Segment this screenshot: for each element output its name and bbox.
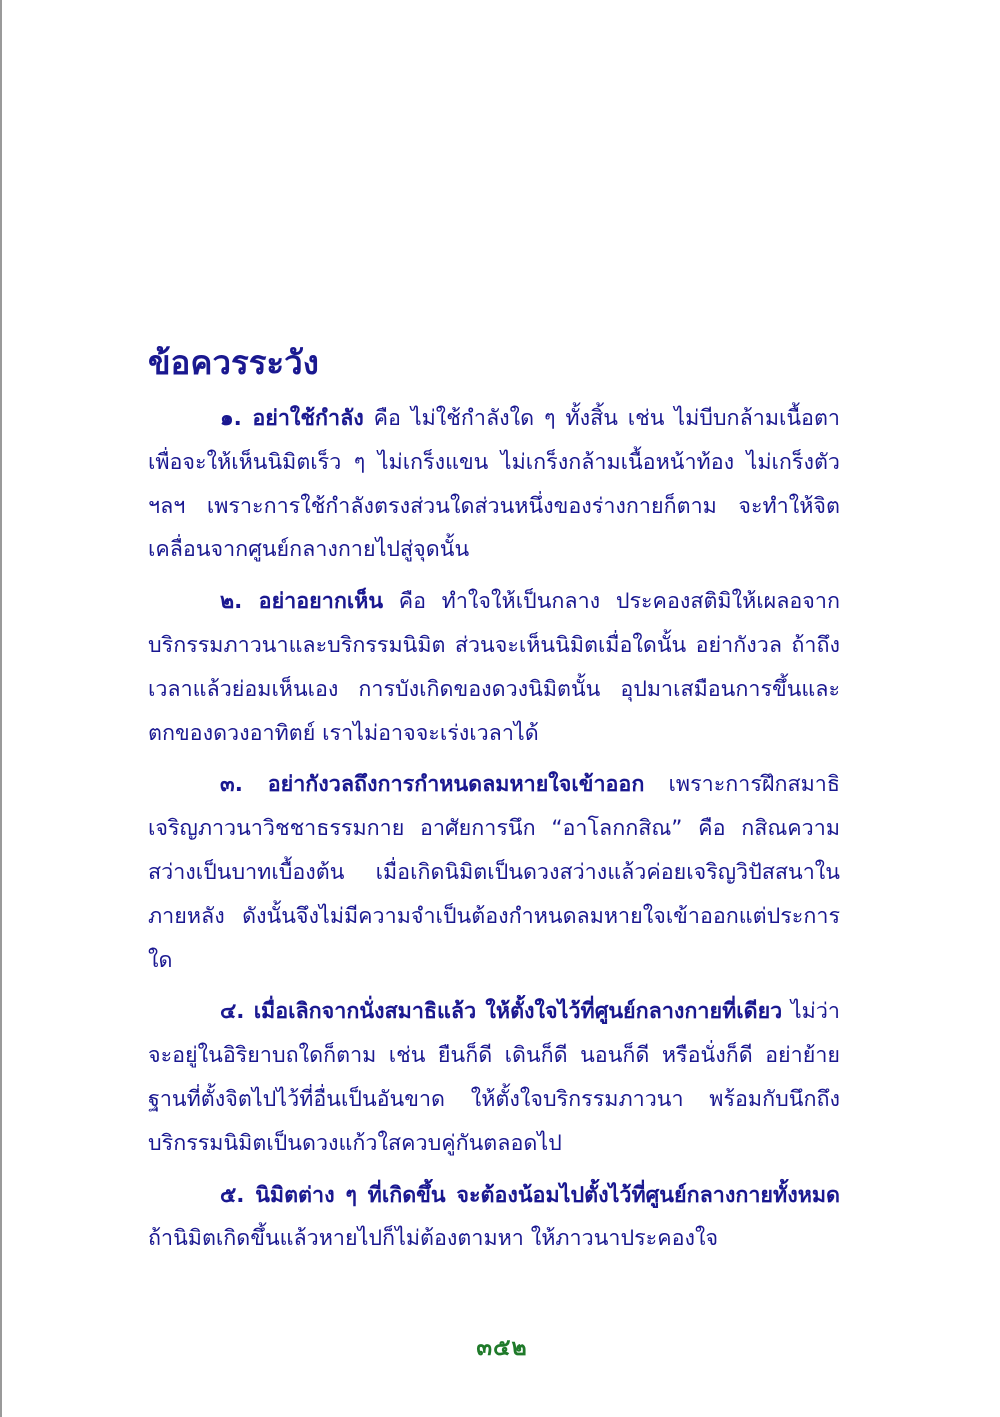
page-content bbox=[148, 335, 840, 1269]
caution-item-5-body: ถ้านิมิตเกิดขึ้นแล้วหายไปก็ไม่ต้องตามหา ให้ภาวนาประคองใจ bbox=[148, 1226, 719, 1252]
caution-item-1-title: ๑. อย่าใช้กำลัง bbox=[220, 406, 364, 431]
caution-item-4 bbox=[148, 990, 840, 1165]
caution-item-5 bbox=[148, 1174, 840, 1262]
caution-item-3-title: ๓. อย่ากังวลถึงการกำหนดลมหายใจเข้าออก bbox=[220, 772, 645, 798]
page-number: ๓๕๒ bbox=[476, 1335, 528, 1361]
caution-item-4-body: ไม่ว่าจะอยู่ในอิริยาบถใดก็ตาม เช่น ยืนก็ดี เดินก็ดี นอนก็ดี หรือนั่งก็ดี อย่าย้ายฐานที่ตั้งจิตไปไว้ที่อื่นเป็นอันขาด ให้ตั้งใจบริกรรมภาวนา พร้อมกับนึกถึงบริกรรมนิมิตเป็นดวงแก้วใสควบคู่กันตลอดไป bbox=[148, 999, 840, 1156]
caution-item-2-title: ๒. อย่าอยากเห็น bbox=[220, 589, 384, 615]
caution-item-5-title: ๕. นิมิตต่าง ๆ ที่เกิดขึ้น จะต้องน้อมไปตั้งไว้ที่ศูนย์กลางกายทั้งหมด bbox=[220, 1182, 840, 1208]
caution-item-1-body: คือ ไม่ใช้กำลังใด ๆ ทั้งสิ้น เช่น ไม่บีบกล้ามเนื้อตา เพื่อจะให้เห็นนิมิตเร็ว ๆ ไม่เกร็งแขน ไม่เกร็งกล้ามเนื้อหน้าท้อง ไม่เกร็งตัว ฯลฯ เพราะการใช้กำลังตรงส่วนใดส่วนหนึ่งของร่างกายก็ตาม จะทำให้จิตเคลื่อนจากศูนย์กลางกายไปสู่จุดนั้น bbox=[148, 406, 840, 563]
caution-item-3-body: เพราะการฝึกสมาธิเจริญภาวนาวิชชาธรรมกาย อาศัยการนึก “อาโลกกสิณ” คือ กสิณความสว่างเป็นบาทเบื้องต้น เมื่อเกิดนิมิตเป็นดวงสว่างแล้วค่อยเจริญวิปัสสนาในภายหลัง ดังนั้นจึงไม่มีความจำเป็นต้องกำหนดลมหายใจเข้าออกแต่ประการใด bbox=[148, 772, 840, 973]
section-heading: ข้อควรระวัง bbox=[148, 343, 319, 382]
caution-item-3 bbox=[148, 763, 840, 982]
caution-item-2-body: คือ ทำใจให้เป็นกลาง ประคองสติมิให้เผลอจากบริกรรมภาวนาและบริกรรมนิมิต ส่วนจะเห็นนิมิตเมื่อใดนั้น อย่ากังวล ถ้าถึงเวลาแล้วย่อมเห็นเอง การบังเกิดของดวงนิมิตนั้น อุปมาเสมือนการขึ้นและตกของดวงอาทิตย์ เราไม่อาจจะเร่งเวลาได้ bbox=[148, 589, 840, 746]
caution-item-4-title: ๔. เมื่อเลิกจากนั่งสมาธิแล้ว ให้ตั้งใจไว้ที่ศูนย์กลางกายที่เดียว bbox=[220, 999, 783, 1025]
caution-item-1 bbox=[148, 397, 840, 572]
caution-item-2 bbox=[148, 580, 840, 755]
